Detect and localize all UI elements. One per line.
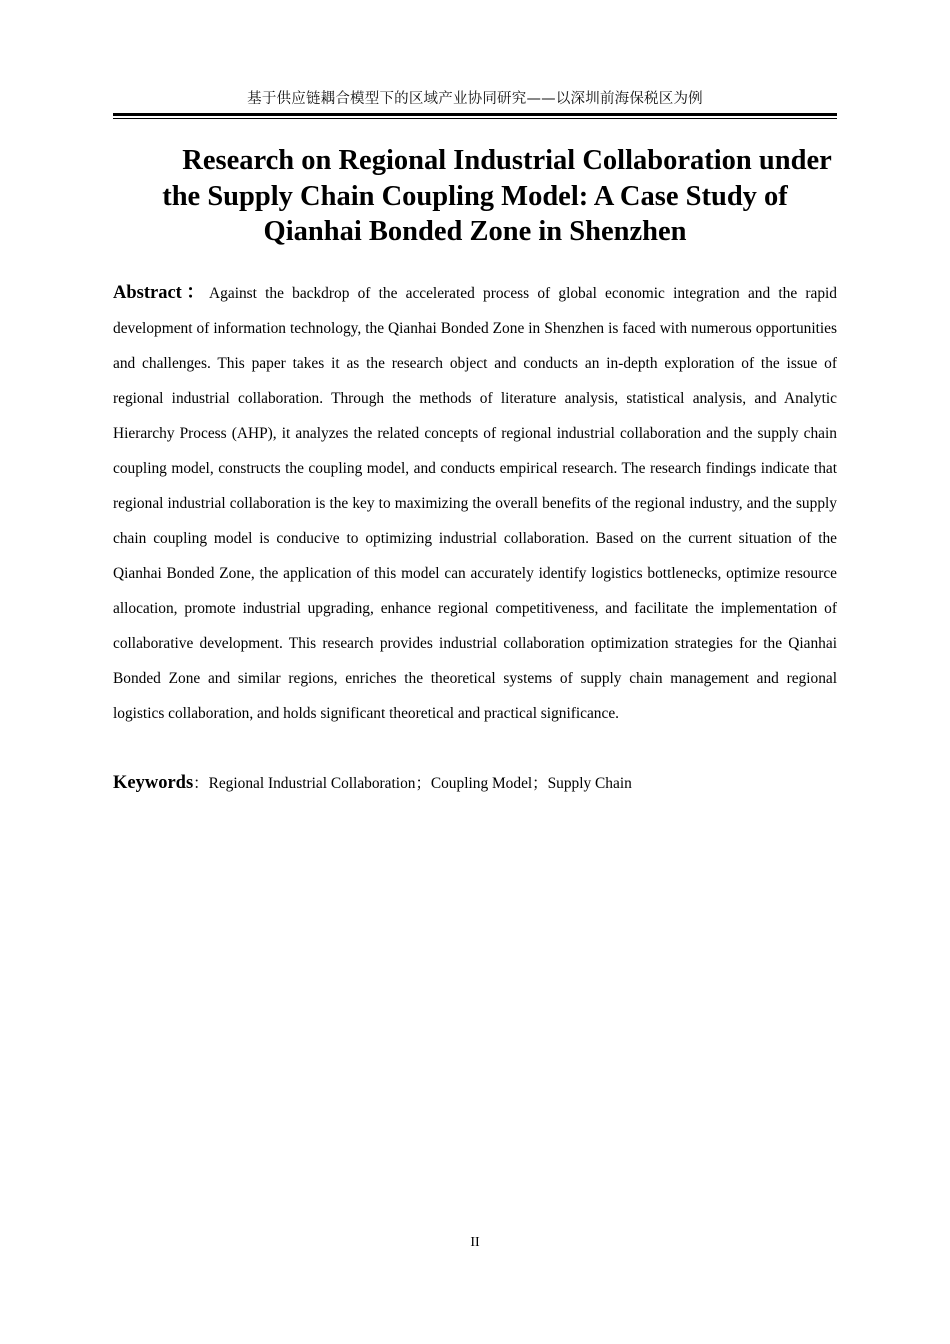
header-rule-thin (113, 118, 837, 119)
page-number: II (470, 1235, 480, 1250)
paper-title: Research on Regional Industrial Collaboration under the Supply Chain Coupling Model: A Case Study of Qianhai Bonded Zone in Shenzhen (162, 145, 832, 247)
abstract-paragraph (113, 276, 837, 731)
keywords-text: Regional Industrial Collaboration；Coupling Model；Supply Chain (208, 775, 632, 792)
keywords-line (113, 767, 837, 800)
header-rule (113, 113, 837, 119)
keywords-label: Keywords (113, 773, 194, 793)
abstract-label: Abstract： (113, 283, 210, 303)
abstract-text: Against the backdrop of the accelerated process of global economic integration and the rapid development of information technology, the Qianhai Bonded Zone in Shenzhen is faced with numerous opportunities and challenges. This paper takes it as the research object and conducts an in-depth exploration of the issue of regional industrial collaboration. Through the methods of literature analysis, statistical analysis, and Analytic Hierarchy Process (AHP), it analyzes the related concepts of regional industrial collaboration and the supply chain coupling model, constructs the coupling model, and conducts empirical research. The research findings indicate that regional industrial collaboration is the key to maximizing the overall benefits of the regional industry, and the supply chain coupling model is conducive to optimizing industrial collaboration. Based on the current situation of the Qianhai Bonded Zone, the application of this model can accurately identify logistics bottlenecks, optimize resource allocation, promote industrial upgrading, enhance regional competitiveness, and facilitate the implementation of collaborative development. This research provides industrial collaboration optimization strategies for the Qianhai Bonded Zone and similar regions, enriches the theoretical systems of supply chain management and regional logistics collaboration, and holds significant theoretical and practical significance. (113, 285, 837, 722)
header-rule-thick (113, 113, 837, 116)
running-header: 基于供应链耦合模型下的区域产业协同研究——以深圳前海保税区为例 (247, 91, 703, 107)
keywords-separator: ： (193, 775, 209, 792)
